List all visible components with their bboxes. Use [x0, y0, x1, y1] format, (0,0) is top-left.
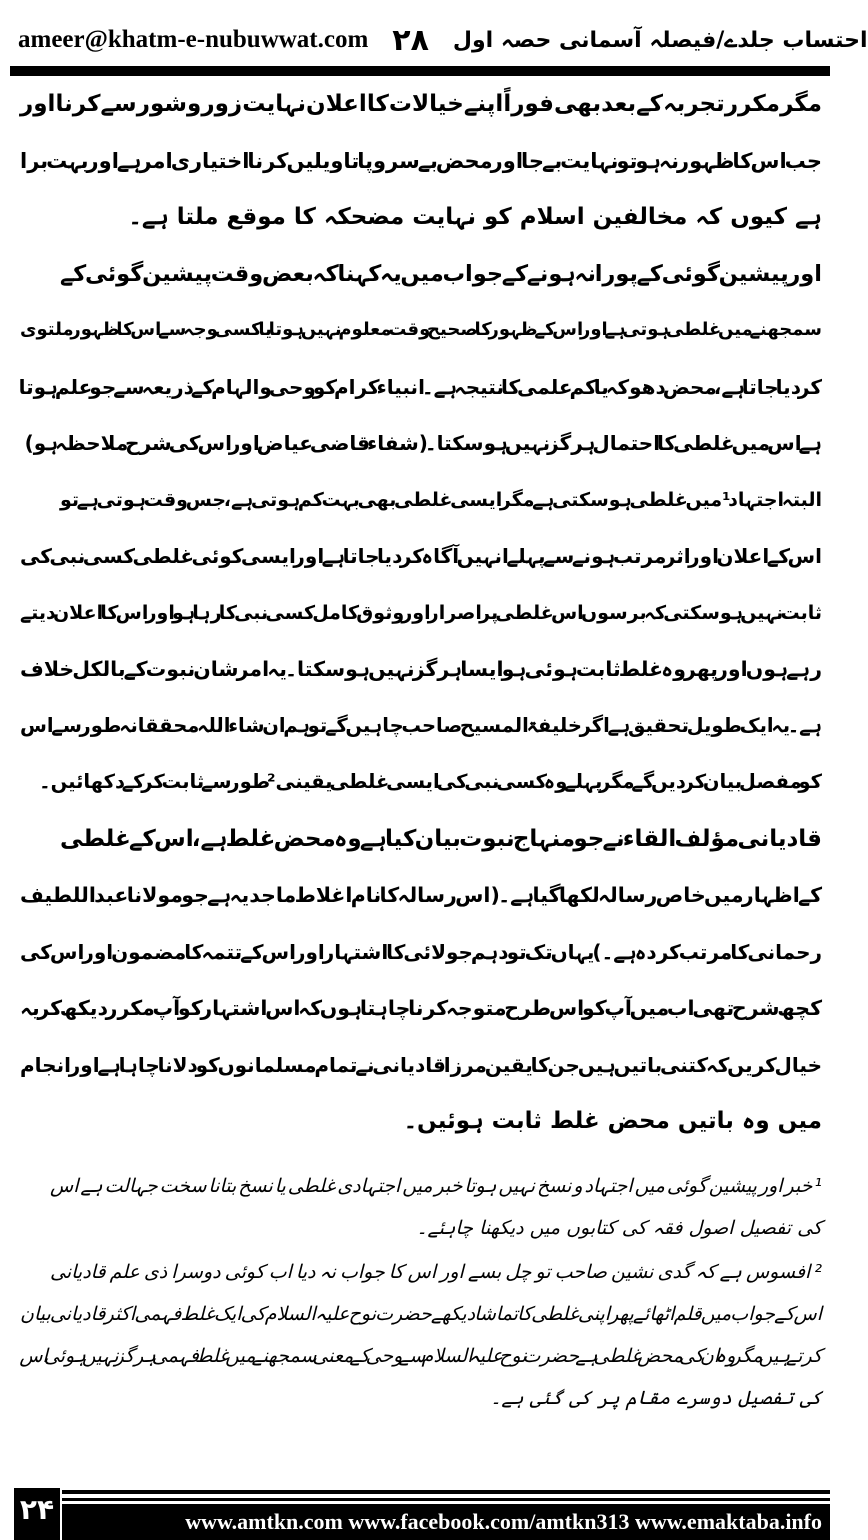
footer-page-number: ۲۴ — [14, 1488, 60, 1540]
footer-rule — [62, 1490, 830, 1494]
body-line: سمجھنے میں غلطی ہوتی ہے اور اس کے ظہور کا صحیح وقت معلوم نہیں ہوتا یا کسی وجہ سے اس کا ظہور ملتوی — [20, 319, 822, 340]
body-line: کچھ شرح تھی اب میں آپ کو اس طرح متوجہ کرنا چاہتا ہوں کہ اس اشتہار کو آپ مکرر دیکھ کر یہ — [20, 996, 822, 1020]
footnote-line: کی تفصیل دوسرے مقام پر کی گئی ہے۔ — [490, 1387, 822, 1409]
body-line: جب اس کا ظہور نہ ہو تو نہایت بے جا اور محض بے سروپا تاویلیں کرنا اختیاری امر ہے اور بہت برا — [20, 148, 822, 173]
footer-links: www.amtkn.com www.facebook.com/amtkn313 www.emaktaba.info — [62, 1504, 830, 1540]
footnote-line: اس کے جواب میں قلم اٹھائے پھر اپنی غلطی کا تماشا دیکھے حضرت نوح علیہ السلام کی ایک غلط فہمی اکثر قادیانی بیان — [20, 1303, 822, 1325]
body-line: ہے کیوں کہ مخالفین اسلام کو نہایت مضحکہ کا موقع ملتا ہے۔ — [128, 204, 822, 230]
footnote-line: ² افسوس ہے کہ گدی نشین صاحب تو چل بسے اور اس کا جواب نہ دیا اب کوئی دوسرا ذی علم قادیانی — [50, 1261, 822, 1283]
body-line: کے اظہار میں خاص رسالہ لکھا گیا ہے۔ (اس رسالہ کا نام اغلاط ماجدیہ ہے جو مولانا عبد اللطیف — [20, 883, 822, 907]
body-line: رہے ہوں اور پھر وہ غلط ثابت ہوئی ہو ایسا ہرگز نہیں ہوسکتا۔ یہ امر شان نبوت کے بالکل خلاف — [20, 657, 822, 681]
footer-rule — [62, 1498, 830, 1501]
footnote-line: ¹ خبر اور پیشین گوئی میں اجتہاد و نسخ نہیں ہوتا خبر میں اجتہادی غلطی یا نسخ بتانا سخت جہالت ہے اس — [50, 1175, 822, 1197]
body-line: کو مفصل بیان کر دیں گے مگر پہلے وہ کسی نبی کی ایسی غلطی یقینی² طور سے ثابت کر کے دکھائیں۔ — [39, 770, 822, 793]
header-row — [18, 18, 868, 62]
body-line: میں وہ باتیں محض غلط ثابت ہوئیں۔ — [403, 1108, 822, 1134]
body-line: ثابت نہیں ہوسکتی کہ برسوں اس غلطی پر اصرار اور وثوق کامل کسی نبی کا رہا ہو اور اس کا اعلان دیتے — [20, 601, 822, 624]
body-line: قادیانی مؤلف القاء نے جو منہاج نبوت بیان کیا ہے وہ محض غلط ہے، اس کے غلطی — [60, 825, 822, 852]
header-divider — [10, 66, 830, 76]
footnote-line: کی تفصیل اصول فقہ کی کتابوں میں دیکھنا چاہئے۔ — [416, 1217, 822, 1239]
body-line: خیال کریں کہ کتنی باتیں ہیں جن کا یقین مرزا قادیانی نے تمام مسلمانوں کو دلانا چاہا ہے اور انجام — [20, 1052, 822, 1077]
body-line: اور پیشین گوئی کے پورا نہ ہونے کے جواب میں یہ کہنا کہ بعض وقت پیشین گوئی کے — [60, 260, 822, 287]
body-line: اس کے اعلان اور اثر مرتب ہونے سے پہلے انہیں آگاہ کر دیا جاتا ہے اور ایسی کوئی غلطی کسی نبی کی — [20, 544, 822, 568]
body-line: ہے اس میں غلطی کا احتمال ہرگز نہیں ہوسکتا۔ (شفاء قاضی عیاض اور اس کی شرح ملاحظہ ہو) — [24, 431, 822, 455]
body-line: البتہ اجتہاد ¹میں غلطی ہوسکتی ہے مگر ایسی غلطی بھی بہت کم ہوتی ہے، جس وقت ہوتی ہے تو — [60, 488, 822, 511]
header-book-title: احتساب جلدے/فیصلہ آسمانی حصہ اول — [452, 27, 868, 53]
body-line: رحمانی کا مرتب کردہ ہے۔) یہاں تک تو دہم جولائی کا اشتہار اور اس کے تتمہ کا مضمون اور اس کی — [20, 939, 822, 964]
body-line: ہے۔ یہ ایک طویل تحقیق ہے اگر خلیفۃ المسیح صاحب چاہیں گے تو ہم ان شاء اللہ محققانہ طور سے اس — [20, 713, 822, 737]
footnote-line: کرتے ہیں مگر وہ ان کی محض غلطی ہے حضرت نوح علیہ السلام سے وحی کے معنی سمجھنے میں غلط فہمی ہرگز نہیں ہوئی اس — [19, 1345, 822, 1367]
body-line: کر دیا جاتا ہے، محض دھوکہ یا کم علمی کا نتیجہ ہے۔ انبیاء کرام کو وحی والہام کے ذریعہ سے جو علم ہوتا — [18, 374, 822, 399]
header-page-number: ۲۸ — [392, 22, 429, 58]
header-email: ameer@khatm-e-nubuwwat.com — [18, 26, 369, 53]
body-line: مگر مکرر تجربہ کے بعد بھی فوراً اپنے خیالات کا اعلان نہایت زور وشور سے کرنا اور — [20, 91, 822, 117]
